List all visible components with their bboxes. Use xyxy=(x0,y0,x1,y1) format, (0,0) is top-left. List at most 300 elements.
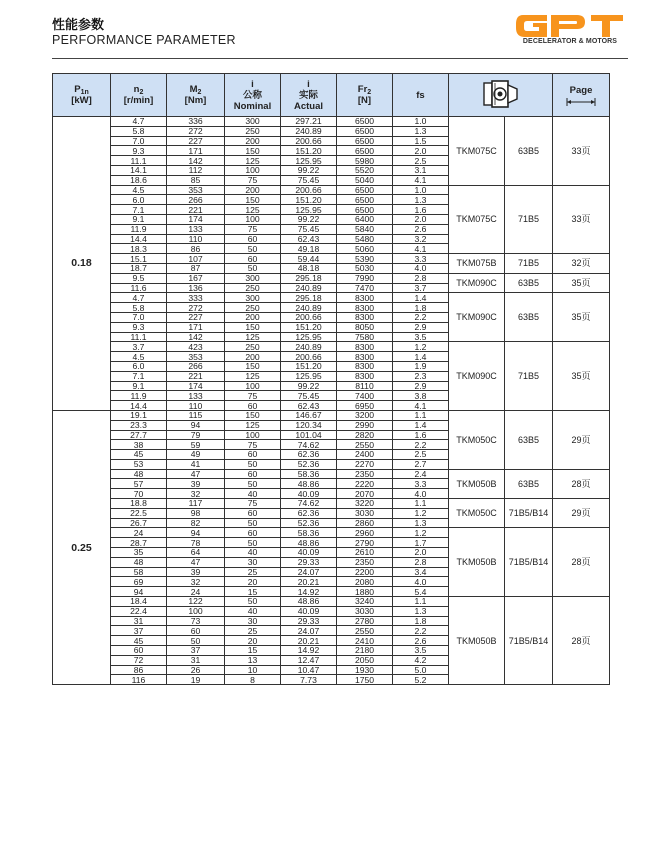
table-row xyxy=(53,293,610,303)
speed-cell: 7.1 xyxy=(111,205,167,215)
speed-cell: 9.1 xyxy=(111,214,167,224)
ratio-actual-cell: 125.95 xyxy=(281,205,337,215)
ratio-actual-cell: 240.89 xyxy=(281,126,337,136)
radial-load-cell: 2080 xyxy=(337,577,393,587)
page-cell: 35页 xyxy=(553,293,610,342)
torque-cell: 86 xyxy=(167,244,225,254)
torque-cell: 167 xyxy=(167,273,225,283)
service-factor-cell: 2.9 xyxy=(393,381,449,391)
radial-load-cell: 2960 xyxy=(337,528,393,538)
torque-cell: 94 xyxy=(167,420,225,430)
ratio-actual-cell: 58.36 xyxy=(281,469,337,479)
ratio-nominal-cell: 125 xyxy=(225,332,281,342)
speed-cell: 26.7 xyxy=(111,518,167,528)
col-header-gearbox xyxy=(449,74,553,117)
radial-load-cell: 8110 xyxy=(337,381,393,391)
torque-cell: 32 xyxy=(167,577,225,587)
ratio-nominal-cell: 150 xyxy=(225,361,281,371)
model-cell: TKM050C xyxy=(449,410,505,469)
torque-cell: 39 xyxy=(167,567,225,577)
speed-cell: 27.7 xyxy=(111,430,167,440)
ratio-nominal-cell: 200 xyxy=(225,352,281,362)
speed-cell: 11.1 xyxy=(111,156,167,166)
speed-cell: 15.1 xyxy=(111,254,167,264)
radial-load-cell: 6500 xyxy=(337,117,393,127)
service-factor-cell: 2.8 xyxy=(393,273,449,283)
table-row xyxy=(53,469,610,479)
table-row xyxy=(53,254,610,264)
torque-cell: 78 xyxy=(167,538,225,548)
ratio-nominal-cell: 250 xyxy=(225,126,281,136)
radial-load-cell: 2350 xyxy=(337,469,393,479)
torque-cell: 85 xyxy=(167,175,225,185)
speed-cell: 48 xyxy=(111,557,167,567)
service-factor-cell: 3.8 xyxy=(393,391,449,401)
radial-load-cell: 5390 xyxy=(337,254,393,264)
model-cell: TKM050B xyxy=(449,597,505,685)
ratio-actual-cell: 62.36 xyxy=(281,508,337,518)
ratio-nominal-cell: 100 xyxy=(225,381,281,391)
speed-cell: 3.7 xyxy=(111,342,167,352)
ratio-nominal-cell: 75 xyxy=(225,224,281,234)
ratio-actual-cell: 146.67 xyxy=(281,410,337,420)
ratio-nominal-cell: 50 xyxy=(225,459,281,469)
torque-cell: 19 xyxy=(167,675,225,685)
service-factor-cell: 2.9 xyxy=(393,322,449,332)
radial-load-cell: 6950 xyxy=(337,401,393,411)
page-cell: 28页 xyxy=(553,469,610,498)
torque-cell: 266 xyxy=(167,195,225,205)
torque-cell: 60 xyxy=(167,626,225,636)
service-factor-cell: 1.6 xyxy=(393,205,449,215)
radial-load-cell: 2820 xyxy=(337,430,393,440)
radial-load-cell: 7990 xyxy=(337,273,393,283)
flange-cell: 71B5 xyxy=(505,254,553,274)
ratio-actual-cell: 14.92 xyxy=(281,587,337,597)
ratio-nominal-cell: 50 xyxy=(225,263,281,273)
speed-cell: 9.3 xyxy=(111,322,167,332)
ratio-actual-cell: 200.66 xyxy=(281,136,337,146)
service-factor-cell: 4.1 xyxy=(393,244,449,254)
speed-cell: 5.8 xyxy=(111,126,167,136)
speed-cell: 11.9 xyxy=(111,391,167,401)
ratio-actual-cell: 295.18 xyxy=(281,273,337,283)
page-title-en: PERFORMANCE PARAMETER xyxy=(52,33,236,47)
radial-load-cell: 3240 xyxy=(337,597,393,607)
ratio-actual-cell: 29.33 xyxy=(281,616,337,626)
speed-cell: 7.0 xyxy=(111,136,167,146)
service-factor-cell: 1.3 xyxy=(393,195,449,205)
torque-cell: 37 xyxy=(167,646,225,656)
speed-cell: 23.3 xyxy=(111,420,167,430)
col-header-radial-load: $Fr_2$ [N] xyxy=(337,74,393,117)
radial-load-cell: 2220 xyxy=(337,479,393,489)
torque-cell: 136 xyxy=(167,283,225,293)
speed-cell: 14.4 xyxy=(111,401,167,411)
page-title-cn: 性能参数 xyxy=(52,17,105,32)
ratio-actual-cell: 48.18 xyxy=(281,263,337,273)
page-cell: 33页 xyxy=(553,117,610,186)
flange-cell: 71B5 xyxy=(505,342,553,411)
ratio-actual-cell: 58.36 xyxy=(281,528,337,538)
ratio-actual-cell: 40.09 xyxy=(281,606,337,616)
service-factor-cell: 1.9 xyxy=(393,361,449,371)
torque-cell: 133 xyxy=(167,224,225,234)
ratio-nominal-cell: 50 xyxy=(225,479,281,489)
ratio-actual-cell: 74.62 xyxy=(281,499,337,509)
ratio-actual-cell: 48.86 xyxy=(281,597,337,607)
speed-cell: 22.5 xyxy=(111,508,167,518)
service-factor-cell: 2.2 xyxy=(393,626,449,636)
service-factor-cell: 5.0 xyxy=(393,665,449,675)
radial-load-cell: 2050 xyxy=(337,655,393,665)
ratio-nominal-cell: 75 xyxy=(225,499,281,509)
radial-load-cell: 5030 xyxy=(337,263,393,273)
ratio-actual-cell: 200.66 xyxy=(281,352,337,362)
speed-cell: 11.1 xyxy=(111,332,167,342)
torque-cell: 174 xyxy=(167,381,225,391)
ratio-nominal-cell: 60 xyxy=(225,469,281,479)
ratio-actual-cell: 240.89 xyxy=(281,342,337,352)
ratio-nominal-cell: 250 xyxy=(225,303,281,313)
model-cell: TKM075B xyxy=(449,254,505,274)
service-factor-cell: 2.6 xyxy=(393,224,449,234)
table-row xyxy=(53,273,610,283)
torque-cell: 272 xyxy=(167,126,225,136)
ratio-nominal-cell: 10 xyxy=(225,665,281,675)
speed-cell: 11.9 xyxy=(111,224,167,234)
table-row xyxy=(53,410,610,420)
ratio-actual-cell: 10.47 xyxy=(281,665,337,675)
ratio-actual-cell: 49.18 xyxy=(281,244,337,254)
radial-load-cell: 6500 xyxy=(337,126,393,136)
radial-load-cell: 2400 xyxy=(337,450,393,460)
torque-cell: 110 xyxy=(167,234,225,244)
speed-cell: 18.7 xyxy=(111,263,167,273)
speed-cell: 7.0 xyxy=(111,312,167,322)
radial-load-cell: 8300 xyxy=(337,312,393,322)
speed-cell: 4.7 xyxy=(111,293,167,303)
torque-cell: 32 xyxy=(167,489,225,499)
ratio-nominal-cell: 150 xyxy=(225,146,281,156)
ratio-actual-cell: 62.36 xyxy=(281,450,337,460)
ratio-actual-cell: 151.20 xyxy=(281,322,337,332)
torque-cell: 64 xyxy=(167,548,225,558)
radial-load-cell: 8050 xyxy=(337,322,393,332)
ratio-actual-cell: 52.36 xyxy=(281,459,337,469)
speed-cell: 45 xyxy=(111,450,167,460)
service-factor-cell: 3.3 xyxy=(393,479,449,489)
col-header-page: Page xyxy=(553,74,610,117)
ratio-nominal-cell: 75 xyxy=(225,440,281,450)
radial-load-cell: 3220 xyxy=(337,499,393,509)
service-factor-cell: 2.6 xyxy=(393,636,449,646)
ratio-nominal-cell: 200 xyxy=(225,185,281,195)
flange-cell: 71B5/B14 xyxy=(505,528,553,597)
brand-tagline: DECELERATOR & MOTORS xyxy=(522,38,618,45)
radial-load-cell: 2410 xyxy=(337,636,393,646)
brand-logo xyxy=(513,13,625,39)
radial-load-cell: 1750 xyxy=(337,675,393,685)
speed-cell: 45 xyxy=(111,636,167,646)
torque-cell: 142 xyxy=(167,156,225,166)
speed-cell: 38 xyxy=(111,440,167,450)
speed-cell: 9.1 xyxy=(111,381,167,391)
speed-cell: 72 xyxy=(111,655,167,665)
service-factor-cell: 1.6 xyxy=(393,430,449,440)
ratio-nominal-cell: 300 xyxy=(225,117,281,127)
service-factor-cell: 2.4 xyxy=(393,469,449,479)
speed-cell: 14.1 xyxy=(111,165,167,175)
ratio-nominal-cell: 40 xyxy=(225,489,281,499)
page-cell: 33页 xyxy=(553,185,610,254)
torque-cell: 117 xyxy=(167,499,225,509)
flange-cell: 63B5 xyxy=(505,410,553,469)
col-header-ratio-actual: i 实际 Actual xyxy=(281,74,337,117)
col-header-power: $P_{1n}$ [kW] xyxy=(53,74,111,117)
radial-load-cell: 7580 xyxy=(337,332,393,342)
ratio-nominal-cell: 60 xyxy=(225,234,281,244)
radial-load-cell: 2270 xyxy=(337,459,393,469)
page-cell: 28页 xyxy=(553,597,610,685)
col-header-speed: $n_2$ [r/min] xyxy=(111,74,167,117)
ratio-actual-cell: 14.92 xyxy=(281,646,337,656)
ratio-nominal-cell: 100 xyxy=(225,165,281,175)
model-cell: TKM075C xyxy=(449,185,505,254)
power-cell: 0.18 xyxy=(53,117,111,411)
performance-table xyxy=(52,73,610,685)
gearbox-icon xyxy=(481,79,521,109)
service-factor-cell: 2.2 xyxy=(393,312,449,322)
torque-cell: 353 xyxy=(167,352,225,362)
torque-cell: 336 xyxy=(167,117,225,127)
torque-cell: 47 xyxy=(167,469,225,479)
torque-cell: 24 xyxy=(167,587,225,597)
ratio-actual-cell: 59.44 xyxy=(281,254,337,264)
ratio-actual-cell: 62.43 xyxy=(281,234,337,244)
speed-cell: 5.8 xyxy=(111,303,167,313)
torque-cell: 133 xyxy=(167,391,225,401)
service-factor-cell: 1.3 xyxy=(393,126,449,136)
ratio-actual-cell: 75.45 xyxy=(281,175,337,185)
radial-load-cell: 5060 xyxy=(337,244,393,254)
service-factor-cell: 3.5 xyxy=(393,332,449,342)
service-factor-cell: 1.1 xyxy=(393,410,449,420)
ratio-actual-cell: 48.86 xyxy=(281,538,337,548)
service-factor-cell: 3.1 xyxy=(393,165,449,175)
ratio-nominal-cell: 250 xyxy=(225,342,281,352)
ratio-actual-cell: 40.09 xyxy=(281,548,337,558)
ratio-actual-cell: 99.22 xyxy=(281,165,337,175)
model-cell: TKM050B xyxy=(449,528,505,597)
ratio-nominal-cell: 60 xyxy=(225,450,281,460)
ratio-actual-cell: 24.07 xyxy=(281,626,337,636)
service-factor-cell: 1.8 xyxy=(393,303,449,313)
ratio-nominal-cell: 40 xyxy=(225,606,281,616)
table-row xyxy=(53,528,610,538)
ratio-actual-cell: 101.04 xyxy=(281,430,337,440)
torque-cell: 174 xyxy=(167,214,225,224)
flange-cell: 63B5 xyxy=(505,117,553,186)
service-factor-cell: 2.2 xyxy=(393,440,449,450)
service-factor-cell: 2.0 xyxy=(393,548,449,558)
speed-cell: 18.6 xyxy=(111,175,167,185)
model-cell: TKM075C xyxy=(449,117,505,186)
torque-cell: 50 xyxy=(167,636,225,646)
ratio-actual-cell: 48.86 xyxy=(281,479,337,489)
speed-cell: 57 xyxy=(111,479,167,489)
radial-load-cell: 7470 xyxy=(337,283,393,293)
speed-cell: 70 xyxy=(111,489,167,499)
page-range-icon xyxy=(566,98,596,106)
service-factor-cell: 2.5 xyxy=(393,156,449,166)
ratio-nominal-cell: 25 xyxy=(225,567,281,577)
ratio-actual-cell: 200.66 xyxy=(281,185,337,195)
service-factor-cell: 3.4 xyxy=(393,567,449,577)
service-factor-cell: 1.2 xyxy=(393,508,449,518)
speed-cell: 4.7 xyxy=(111,117,167,127)
ratio-actual-cell: 74.62 xyxy=(281,440,337,450)
radial-load-cell: 2550 xyxy=(337,626,393,636)
speed-cell: 18.8 xyxy=(111,499,167,509)
ratio-nominal-cell: 150 xyxy=(225,322,281,332)
flange-cell: 63B5 xyxy=(505,273,553,293)
radial-load-cell: 2860 xyxy=(337,518,393,528)
speed-cell: 9.5 xyxy=(111,273,167,283)
service-factor-cell: 2.0 xyxy=(393,146,449,156)
service-factor-cell: 5.2 xyxy=(393,675,449,685)
torque-cell: 82 xyxy=(167,518,225,528)
ratio-actual-cell: 99.22 xyxy=(281,381,337,391)
speed-cell: 60 xyxy=(111,646,167,656)
ratio-nominal-cell: 300 xyxy=(225,273,281,283)
speed-cell: 28.7 xyxy=(111,538,167,548)
speed-cell: 69 xyxy=(111,577,167,587)
service-factor-cell: 2.3 xyxy=(393,371,449,381)
radial-load-cell: 6400 xyxy=(337,214,393,224)
ratio-nominal-cell: 100 xyxy=(225,430,281,440)
page-cell: 35页 xyxy=(553,342,610,411)
speed-cell: 14.4 xyxy=(111,234,167,244)
torque-cell: 26 xyxy=(167,665,225,675)
torque-cell: 47 xyxy=(167,557,225,567)
radial-load-cell: 3030 xyxy=(337,606,393,616)
speed-cell: 48 xyxy=(111,469,167,479)
service-factor-cell: 2.0 xyxy=(393,214,449,224)
ratio-actual-cell: 240.89 xyxy=(281,303,337,313)
torque-cell: 171 xyxy=(167,322,225,332)
service-factor-cell: 1.2 xyxy=(393,342,449,352)
service-factor-cell: 4.1 xyxy=(393,175,449,185)
ratio-nominal-cell: 50 xyxy=(225,244,281,254)
service-factor-cell: 1.3 xyxy=(393,518,449,528)
table-row xyxy=(53,117,610,127)
speed-cell: 7.1 xyxy=(111,371,167,381)
service-factor-cell: 5.4 xyxy=(393,587,449,597)
ratio-actual-cell: 125.95 xyxy=(281,371,337,381)
ratio-nominal-cell: 13 xyxy=(225,655,281,665)
ratio-nominal-cell: 30 xyxy=(225,616,281,626)
torque-cell: 73 xyxy=(167,616,225,626)
page-cell: 29页 xyxy=(553,410,610,469)
ratio-actual-cell: 120.34 xyxy=(281,420,337,430)
ratio-actual-cell: 125.95 xyxy=(281,156,337,166)
radial-load-cell: 5980 xyxy=(337,156,393,166)
model-cell: TKM090C xyxy=(449,342,505,411)
ratio-nominal-cell: 50 xyxy=(225,538,281,548)
service-factor-cell: 1.1 xyxy=(393,499,449,509)
ratio-nominal-cell: 25 xyxy=(225,626,281,636)
torque-cell: 227 xyxy=(167,136,225,146)
service-factor-cell: 1.5 xyxy=(393,136,449,146)
radial-load-cell: 2550 xyxy=(337,440,393,450)
service-factor-cell: 4.1 xyxy=(393,401,449,411)
col-header-torque: $M_2$ [Nm] xyxy=(167,74,225,117)
service-factor-cell: 1.0 xyxy=(393,185,449,195)
ratio-nominal-cell: 75 xyxy=(225,175,281,185)
torque-cell: 31 xyxy=(167,655,225,665)
ratio-nominal-cell: 200 xyxy=(225,312,281,322)
ratio-nominal-cell: 125 xyxy=(225,156,281,166)
speed-cell: 18.4 xyxy=(111,597,167,607)
model-cell: TKM090C xyxy=(449,293,505,342)
table-header-row xyxy=(53,74,610,117)
torque-cell: 79 xyxy=(167,430,225,440)
ratio-actual-cell: 12.47 xyxy=(281,655,337,665)
service-factor-cell: 2.7 xyxy=(393,459,449,469)
service-factor-cell: 1.8 xyxy=(393,616,449,626)
service-factor-cell: 1.1 xyxy=(393,597,449,607)
page-cell: 32页 xyxy=(553,254,610,274)
torque-cell: 110 xyxy=(167,401,225,411)
ratio-nominal-cell: 125 xyxy=(225,371,281,381)
speed-cell: 6.0 xyxy=(111,361,167,371)
model-cell: TKM090C xyxy=(449,273,505,293)
ratio-actual-cell: 75.45 xyxy=(281,391,337,401)
flange-cell: 71B5 xyxy=(505,185,553,254)
flange-cell: 71B5/B14 xyxy=(505,499,553,528)
ratio-actual-cell: 151.20 xyxy=(281,195,337,205)
ratio-nominal-cell: 60 xyxy=(225,508,281,518)
ratio-actual-cell: 200.66 xyxy=(281,312,337,322)
radial-load-cell: 8300 xyxy=(337,371,393,381)
radial-load-cell: 2790 xyxy=(337,538,393,548)
radial-load-cell: 5480 xyxy=(337,234,393,244)
radial-load-cell: 8300 xyxy=(337,352,393,362)
radial-load-cell: 8300 xyxy=(337,293,393,303)
radial-load-cell: 2350 xyxy=(337,557,393,567)
speed-cell: 37 xyxy=(111,626,167,636)
ratio-nominal-cell: 8 xyxy=(225,675,281,685)
ratio-actual-cell: 297.21 xyxy=(281,117,337,127)
speed-cell: 19.1 xyxy=(111,410,167,420)
col-header-ratio-nominal: i 公称 Nominal xyxy=(225,74,281,117)
torque-cell: 423 xyxy=(167,342,225,352)
ratio-actual-cell: 99.22 xyxy=(281,214,337,224)
service-factor-cell: 2.8 xyxy=(393,557,449,567)
ratio-nominal-cell: 50 xyxy=(225,518,281,528)
radial-load-cell: 6500 xyxy=(337,136,393,146)
service-factor-cell: 1.4 xyxy=(393,352,449,362)
torque-cell: 122 xyxy=(167,597,225,607)
torque-cell: 100 xyxy=(167,606,225,616)
ratio-nominal-cell: 150 xyxy=(225,410,281,420)
radial-load-cell: 2180 xyxy=(337,646,393,656)
speed-cell: 4.5 xyxy=(111,352,167,362)
service-factor-cell: 1.4 xyxy=(393,293,449,303)
torque-cell: 227 xyxy=(167,312,225,322)
page-cell: 28页 xyxy=(553,528,610,597)
